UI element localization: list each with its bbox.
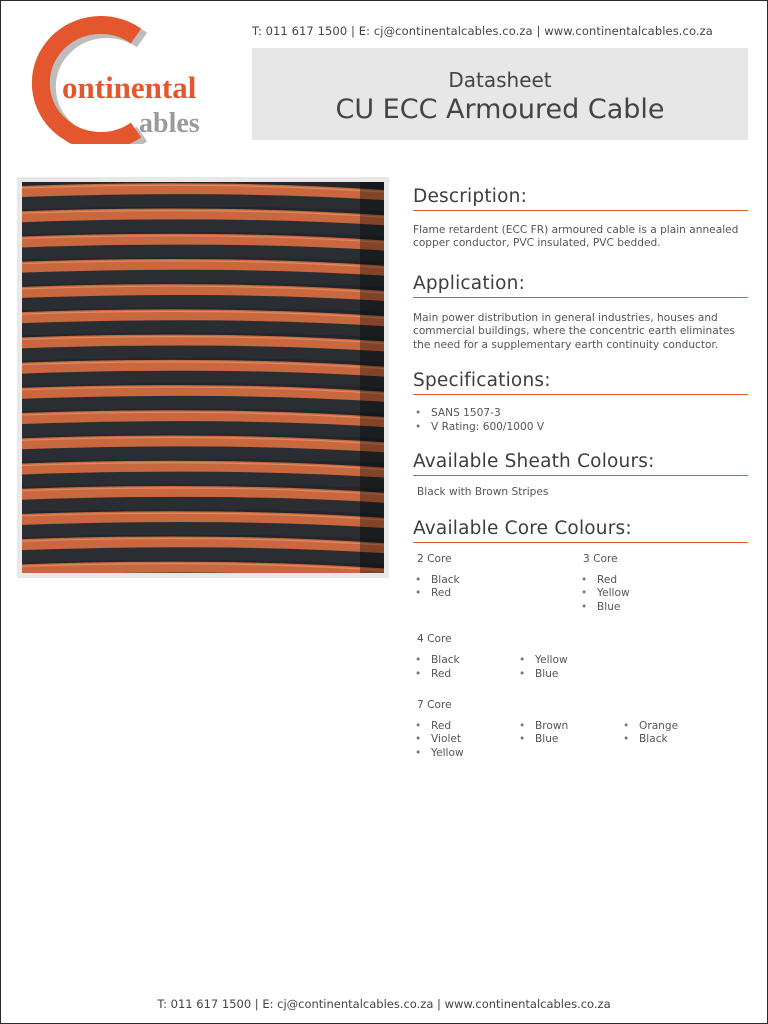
core-7-list-b [517, 720, 621, 761]
logo-graphic [18, 14, 238, 144]
core-3-column [579, 553, 739, 615]
title-banner [252, 48, 748, 140]
core-3-list [579, 574, 739, 615]
list-item: • Blue [517, 733, 621, 747]
list-item: • Black [621, 733, 725, 747]
list-item: • Red [413, 720, 517, 734]
core-4-label: 4 Core [417, 633, 452, 646]
specifications-heading: Specifications: [413, 370, 748, 395]
core-group-2-3 [413, 553, 748, 615]
logo-line2: ables [139, 108, 200, 139]
list-item: • V Rating: 600/1000 V [413, 421, 748, 435]
company-logo [18, 14, 238, 144]
list-item: • Brown [517, 720, 621, 734]
list-item: • Blue [579, 601, 739, 615]
logo-line1: ontinental [62, 70, 197, 105]
list-item: • SANS 1507-3 [413, 407, 748, 421]
list-item: • Orange [621, 720, 725, 734]
core-7-label: 7 Core [417, 698, 452, 711]
list-item: • Yellow [413, 747, 517, 761]
details-column [413, 186, 748, 760]
list-item: • Red [413, 668, 517, 682]
list-item: • Red [579, 574, 739, 588]
footer-contact: T: 011 617 1500 | E: cj@continentalcables.co.za | www.continentalcables.co.za [157, 997, 611, 1011]
document-type: Datasheet [448, 68, 552, 92]
application-heading: Application: [413, 273, 748, 298]
list-item: • Yellow [579, 587, 739, 601]
core-2-column [413, 553, 579, 615]
list-item: • Black [413, 574, 579, 588]
core-2-label: 2 Core [417, 552, 452, 565]
product-photo-frame [17, 177, 389, 578]
core-7-list-a [413, 720, 517, 761]
list-item: • Yellow [517, 654, 621, 668]
core-7-grid [413, 720, 748, 761]
list-item: • Black [413, 654, 517, 668]
core-colours-heading: Available Core Colours: [413, 518, 748, 543]
core-7-list-c [621, 720, 725, 761]
core-3-label: 3 Core [583, 552, 618, 565]
drum-edge-shade [360, 182, 384, 573]
core-4-list-a [413, 654, 517, 681]
list-item: • Blue [517, 668, 621, 682]
core-2-list [413, 574, 579, 601]
cable-drum-photo [22, 182, 384, 573]
sheath-text: Black with Brown Stripes [417, 486, 549, 499]
list-item: • Violet [413, 733, 517, 747]
header-contact: T: 011 617 1500 | E: cj@continentalcables.co.za | www.continentalcables.co.za [252, 24, 713, 38]
core-group-4 [413, 633, 748, 681]
page-title: CU ECC Armoured Cable [335, 94, 665, 125]
application-text: Main power distribution in general industries, houses and commercial buildings, where the concentric earth eliminates the need for a supplementary earth continuity conductor. [413, 311, 735, 351]
description-heading: Description: [413, 186, 748, 211]
list-item: • Red [413, 587, 579, 601]
description-text: Flame retardent (ECC FR) armoured cable is a plain annealed copper conductor, PVC insulated, PVC bedded. [413, 224, 739, 250]
specifications-list [413, 407, 748, 434]
core-4-list-b [517, 654, 621, 681]
sheath-heading: Available Sheath Colours: [413, 451, 748, 476]
core-group-7 [413, 699, 748, 761]
core-4-grid [413, 654, 748, 681]
